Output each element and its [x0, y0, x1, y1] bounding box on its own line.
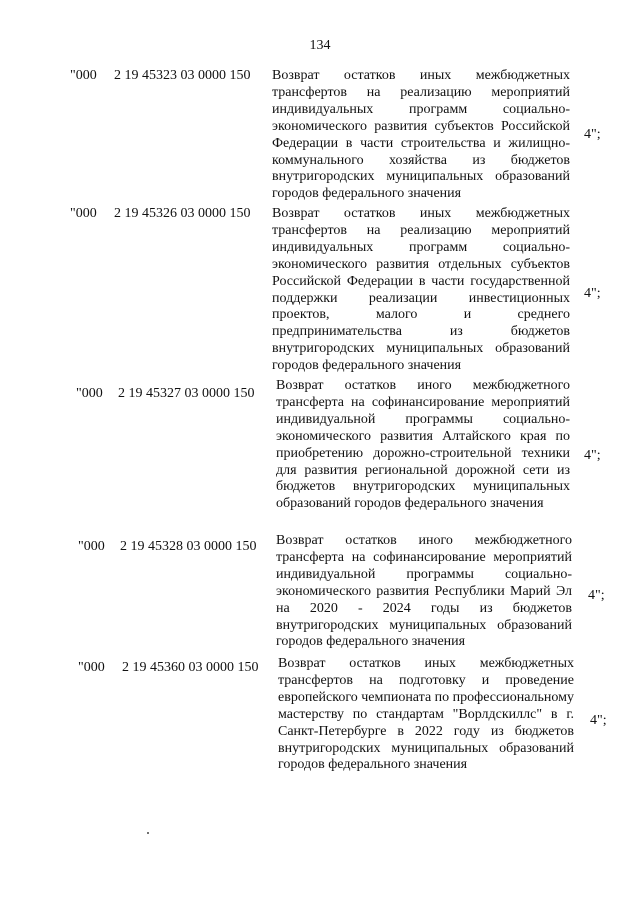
- row-prefix: "000: [70, 68, 97, 83]
- row-description: Возврат остатков иного межбюджетного трансферта на софинансирование мероприятий индивидуальной программы социально-экономического развития Алтайского края по приобретению дорожно-строительной техники для развития региональной дорожной сети из бюджетов внутригородских муниципальных образований городов федерального значения: [276, 378, 570, 512]
- row-prefix: "000: [78, 539, 105, 554]
- row-prefix: "000: [76, 386, 103, 401]
- row-description: Возврат остатков иных межбюджетных трансфертов на реализацию мероприятий индивидуальных программ социально-экономического развития отдельных субъектов Российской Федерации в части государственной поддержки реализации инвестиционных проектов, малого и среднего предпринимательства из бюджетов внутригородских муниципальных образований городов федерального значения: [272, 206, 570, 374]
- row-description: Возврат остатков иных межбюджетных трансфертов на подготовку и проведение европейского чемпионата по профессиональному мастерству по стандартам "Ворлдскиллс" в г. Санкт-Петербурге в 2022 году из бюджетов внутригородских муниципальных образований городов федерального значения: [278, 656, 574, 773]
- row-tail: 4";: [590, 713, 607, 728]
- scan-speck: [147, 832, 149, 834]
- row-tail: 4";: [588, 588, 605, 603]
- row-prefix: "000: [78, 660, 105, 675]
- row-code: 2 19 45360 03 0000 150: [122, 660, 259, 675]
- page-number: 134: [309, 38, 331, 53]
- row-description: Возврат остатков иных межбюджетных трансфертов на реализацию мероприятий индивидуальных программ социально-экономического развития субъектов Российской Федерации в части строительства и жилищно-коммунального хозяйства из бюджетов внутригородских муниципальных образований городов федерального значения: [272, 68, 570, 202]
- row-tail: 4";: [584, 127, 601, 142]
- row-code: 2 19 45328 03 0000 150: [120, 539, 257, 554]
- row-code: 2 19 45327 03 0000 150: [118, 386, 255, 401]
- row-tail: 4";: [584, 448, 601, 463]
- row-code: 2 19 45326 03 0000 150: [114, 206, 251, 221]
- row-description: Возврат остатков иного межбюджетного трансферта на софинансирование мероприятий индивидуальной программы социально-экономического развития Республики Марий Эл на 2020 - 2024 годы из бюджетов внутригородских муниципальных образований городов федерального значения: [276, 533, 572, 650]
- row-tail: 4";: [584, 286, 601, 301]
- row-code: 2 19 45323 03 0000 150: [114, 68, 251, 83]
- row-prefix: "000: [70, 206, 97, 221]
